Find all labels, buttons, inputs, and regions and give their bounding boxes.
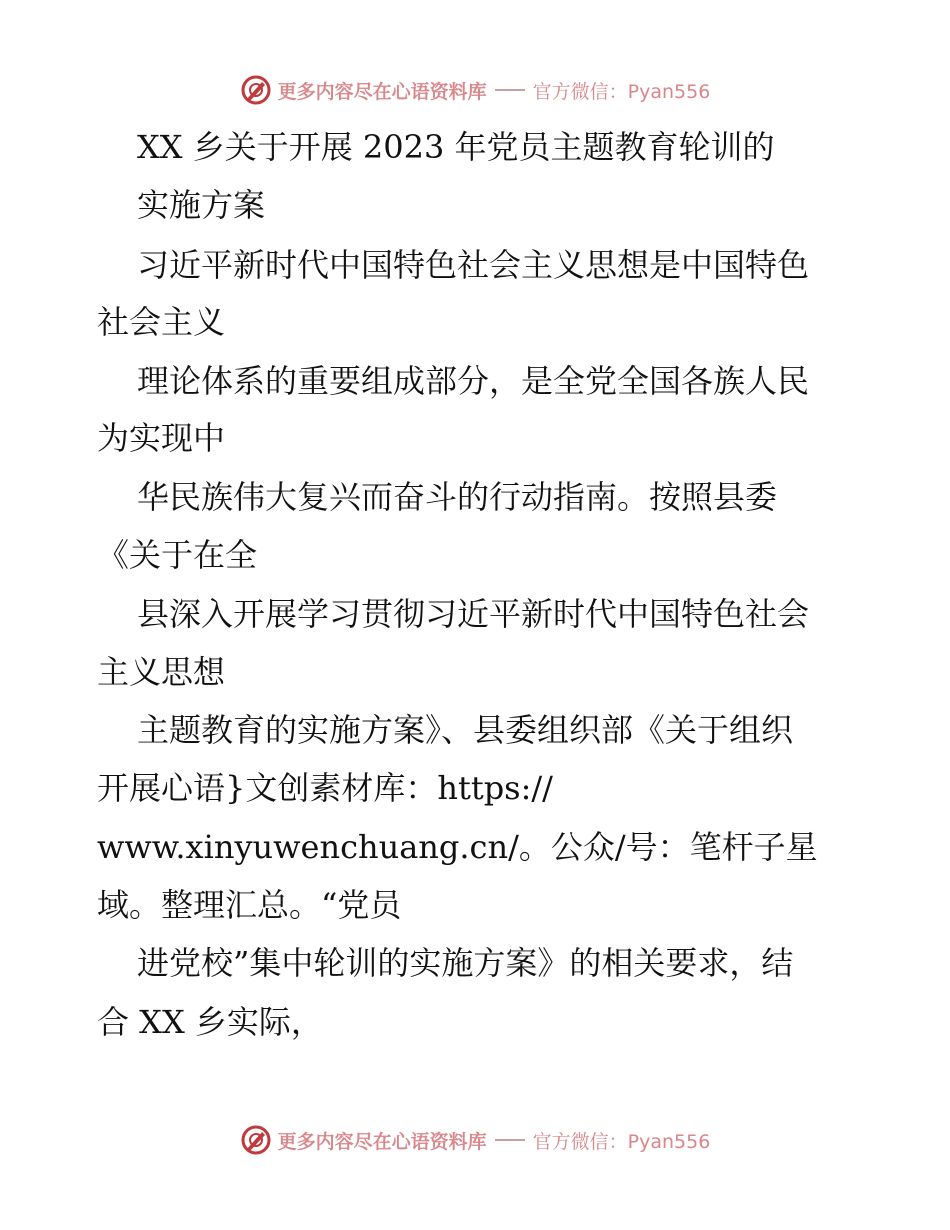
body-line: 社会主义: [97, 303, 226, 341]
body-line: 为实现中: [97, 419, 226, 457]
body-line: 习近平新时代中国特色社会主义思想是中国特色: [137, 246, 810, 284]
header-banner: [0, 70, 950, 110]
body-line: 《关于在全: [97, 536, 258, 574]
header-banner-divider: [495, 89, 525, 91]
body-line: 华民族伟大复兴而奋斗的行动指南。按照县委: [137, 478, 778, 516]
brand-logo-icon: [240, 1124, 272, 1156]
brand-logo-icon: [240, 74, 272, 106]
title-line-1: XX 乡关于开展 2023 年党员主题教育轮训的: [137, 128, 775, 166]
header-banner-contact: 官方微信：Pyan556: [532, 80, 711, 103]
footer-banner: [0, 1120, 950, 1160]
header-banner-text: 更多内容尽在心语资料库: [277, 80, 487, 103]
body-line: 县深入开展学习贯彻习近平新时代中国特色社会: [137, 595, 810, 633]
body-line: 理论体系的重要组成部分，是全党全国各族人民: [137, 362, 810, 400]
body-line: 主义思想: [97, 653, 226, 691]
body-line: 主题教育的实施方案》、县委组织部《关于组织: [137, 711, 794, 749]
body-line: 合 XX 乡实际，: [97, 1003, 323, 1041]
body-line: www.xinyuwenchuang.cn/。公众/号：笔杆子星: [97, 828, 818, 866]
footer-banner-divider: [495, 1139, 525, 1141]
footer-banner-contact: 官方微信：Pyan556: [532, 1130, 711, 1153]
body-line: 开展心语}文创素材库：https://: [97, 769, 553, 807]
body-line: 域。整理汇总。“党员: [97, 886, 402, 924]
body-line: 进党校”集中轮训的实施方案》的相关要求，结: [137, 944, 794, 982]
footer-banner-text: 更多内容尽在心语资料库: [277, 1130, 487, 1153]
title-line-2: 实施方案: [137, 186, 266, 224]
